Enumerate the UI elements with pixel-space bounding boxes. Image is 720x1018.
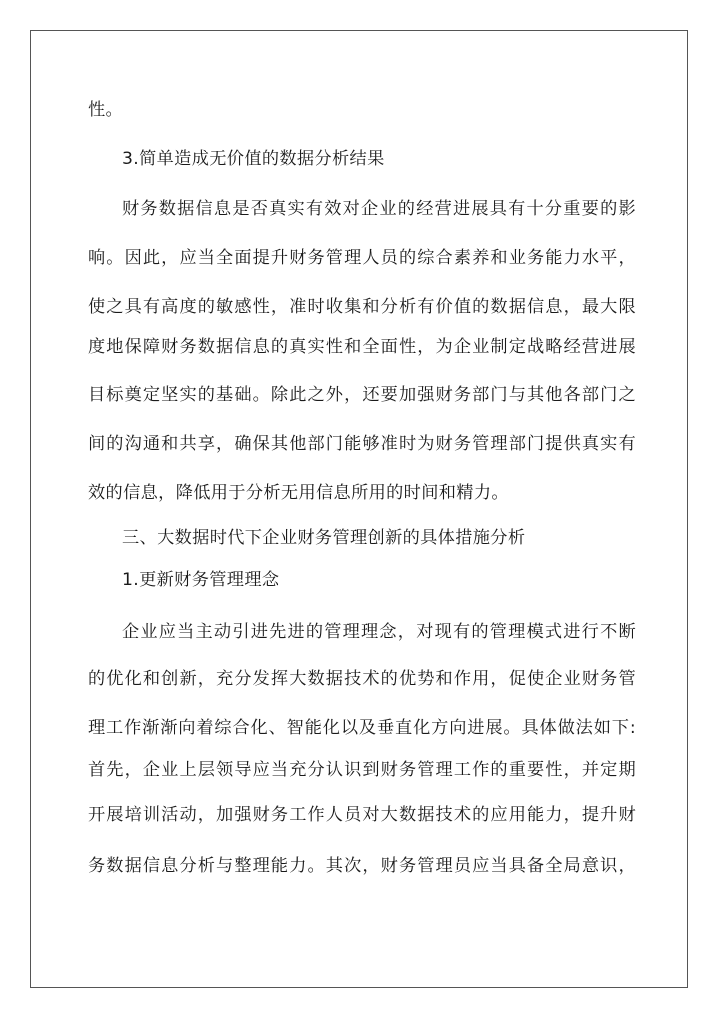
paragraph-line: 理工作渐渐向着综合化、智能化以及垂直化方向进展。具体做法如下:: [88, 718, 636, 738]
paragraph-line: 企业应当主动引进先进的管理理念，对现有的管理模式进行不断: [122, 622, 636, 642]
paragraph-line: 务数据信息分析与整理能力。其次，财务管理员应当具备全局意识，: [88, 856, 636, 876]
section-heading: 三、大数据时代下企业财务管理创新的具体措施分析: [122, 528, 526, 548]
paragraph-line: 开展培训活动，加强财务工作人员对大数据技术的应用能力，提升财: [88, 805, 636, 825]
paragraph-line: 的优化和创新，充分发挥大数据技术的优势和作用，促使企业财务管: [88, 669, 636, 689]
section-heading: 3.简单造成无价值的数据分析结果: [122, 149, 385, 169]
paragraph-line: 效的信息，降低用于分析无用信息所用的时间和精力。: [88, 483, 509, 503]
page-border: [30, 30, 688, 988]
paragraph-line: 财务数据信息是否真实有效对企业的经营进展具有十分重要的影: [122, 199, 636, 219]
subsection-heading: 1.更新财务管理理念: [122, 570, 280, 590]
paragraph-line: 度地保障财务数据信息的真实性和全面性，为企业制定战略经营进展: [88, 337, 636, 357]
paragraph-line: 响。因此，应当全面提升财务管理人员的综合素养和业务能力水平，: [88, 248, 636, 268]
paragraph-line: 首先，企业上层领导应当充分认识到财务管理工作的重要性，并定期: [88, 760, 636, 780]
paragraph-line: 间的沟通和共享，确保其他部门能够准时为财务管理部门提供真实有: [88, 434, 636, 454]
paragraph-line: 使之具有高度的敏感性，准时收集和分析有价值的数据信息，最大限: [88, 297, 636, 317]
paragraph-line: 目标奠定坚实的基础。除此之外，还要加强财务部门与其他各部门之: [88, 385, 636, 405]
paragraph-line: 性。: [88, 100, 124, 120]
